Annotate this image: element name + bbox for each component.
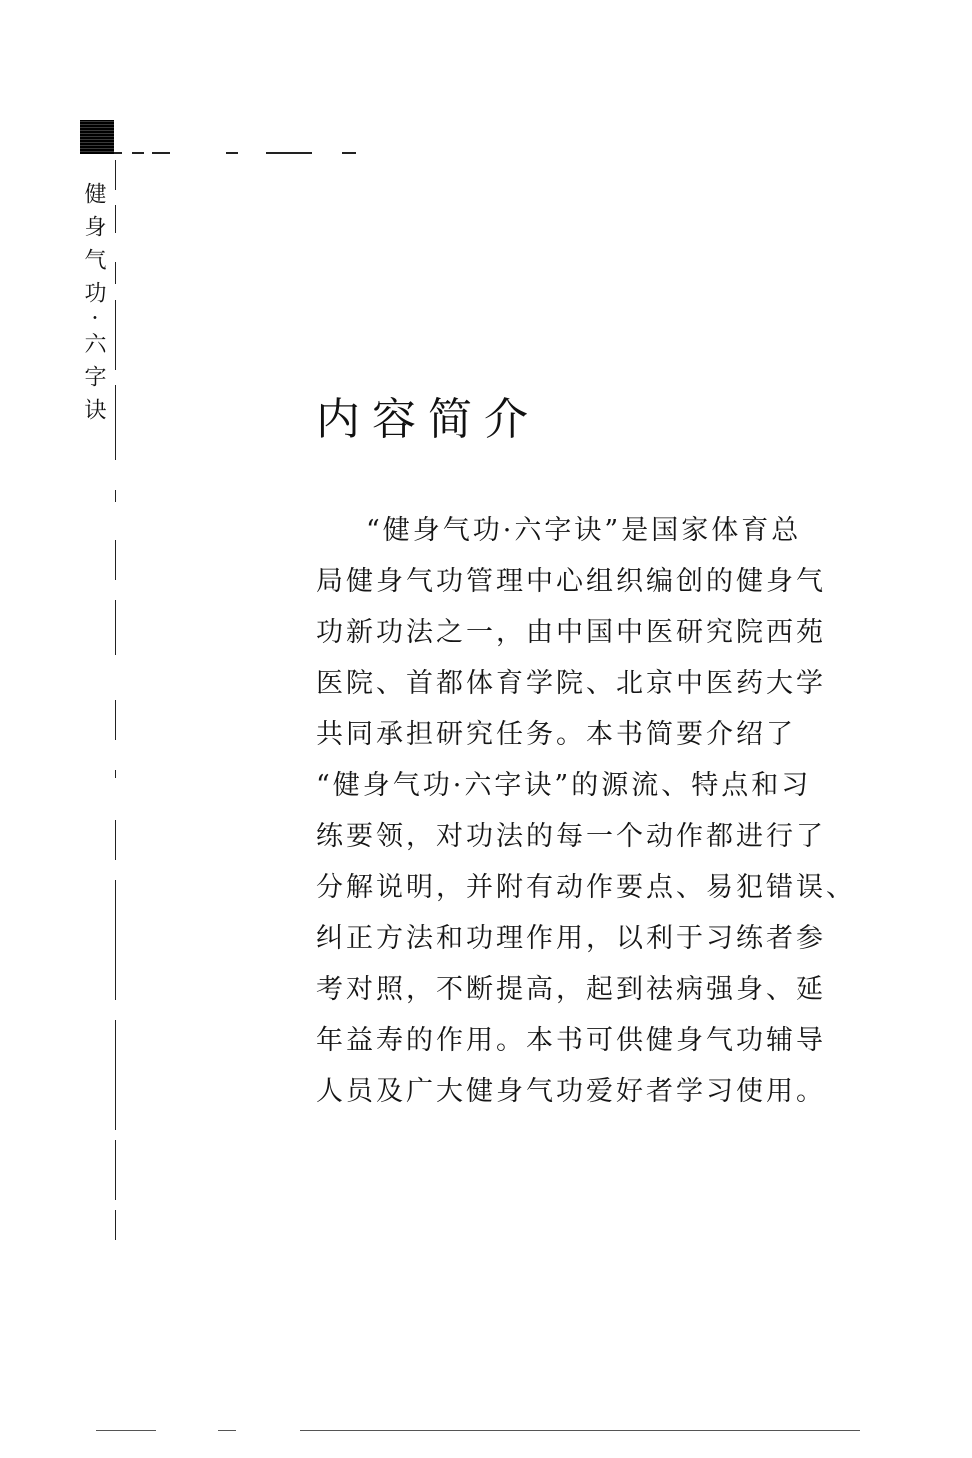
paragraph-line: 考对照，不断提高，起到祛病强身、延 xyxy=(316,974,826,1005)
section-heading: 内容简介 xyxy=(316,394,540,445)
paragraph-line: 共同承担研究任务。本书简要介绍了 xyxy=(316,719,796,750)
paragraph-line: 练要领，对功法的每一个动作都进行了 xyxy=(316,821,826,852)
paragraph-line: 分解说明，并附有动作要点、易犯错误、 xyxy=(316,872,856,903)
paragraph-line: “健身气功·六字诀”是国家体育总 xyxy=(366,515,802,546)
paragraph-line: 功新功法之一，由中国中医研究院西苑 xyxy=(316,617,826,648)
paragraph-line: 纠正方法和功理作用，以利于习练者参 xyxy=(316,923,826,954)
paragraph-line: 年益寿的作用。本书可供健身气功辅导 xyxy=(316,1025,826,1056)
paragraph-line: “健身气功·六字诀”的源流、特点和习 xyxy=(316,770,812,801)
paragraph-line: 医院、首都体育学院、北京中医药大学 xyxy=(316,668,826,699)
corner-marker xyxy=(80,120,114,154)
paragraph-line: 局健身气功管理中心组织编创的健身气 xyxy=(316,566,826,597)
paragraph-line: 人员及广大健身气功爱好者学习使用。 xyxy=(316,1076,826,1107)
summary-paragraph xyxy=(316,512,856,1124)
running-title: 健身气功·六字诀 xyxy=(81,182,106,431)
